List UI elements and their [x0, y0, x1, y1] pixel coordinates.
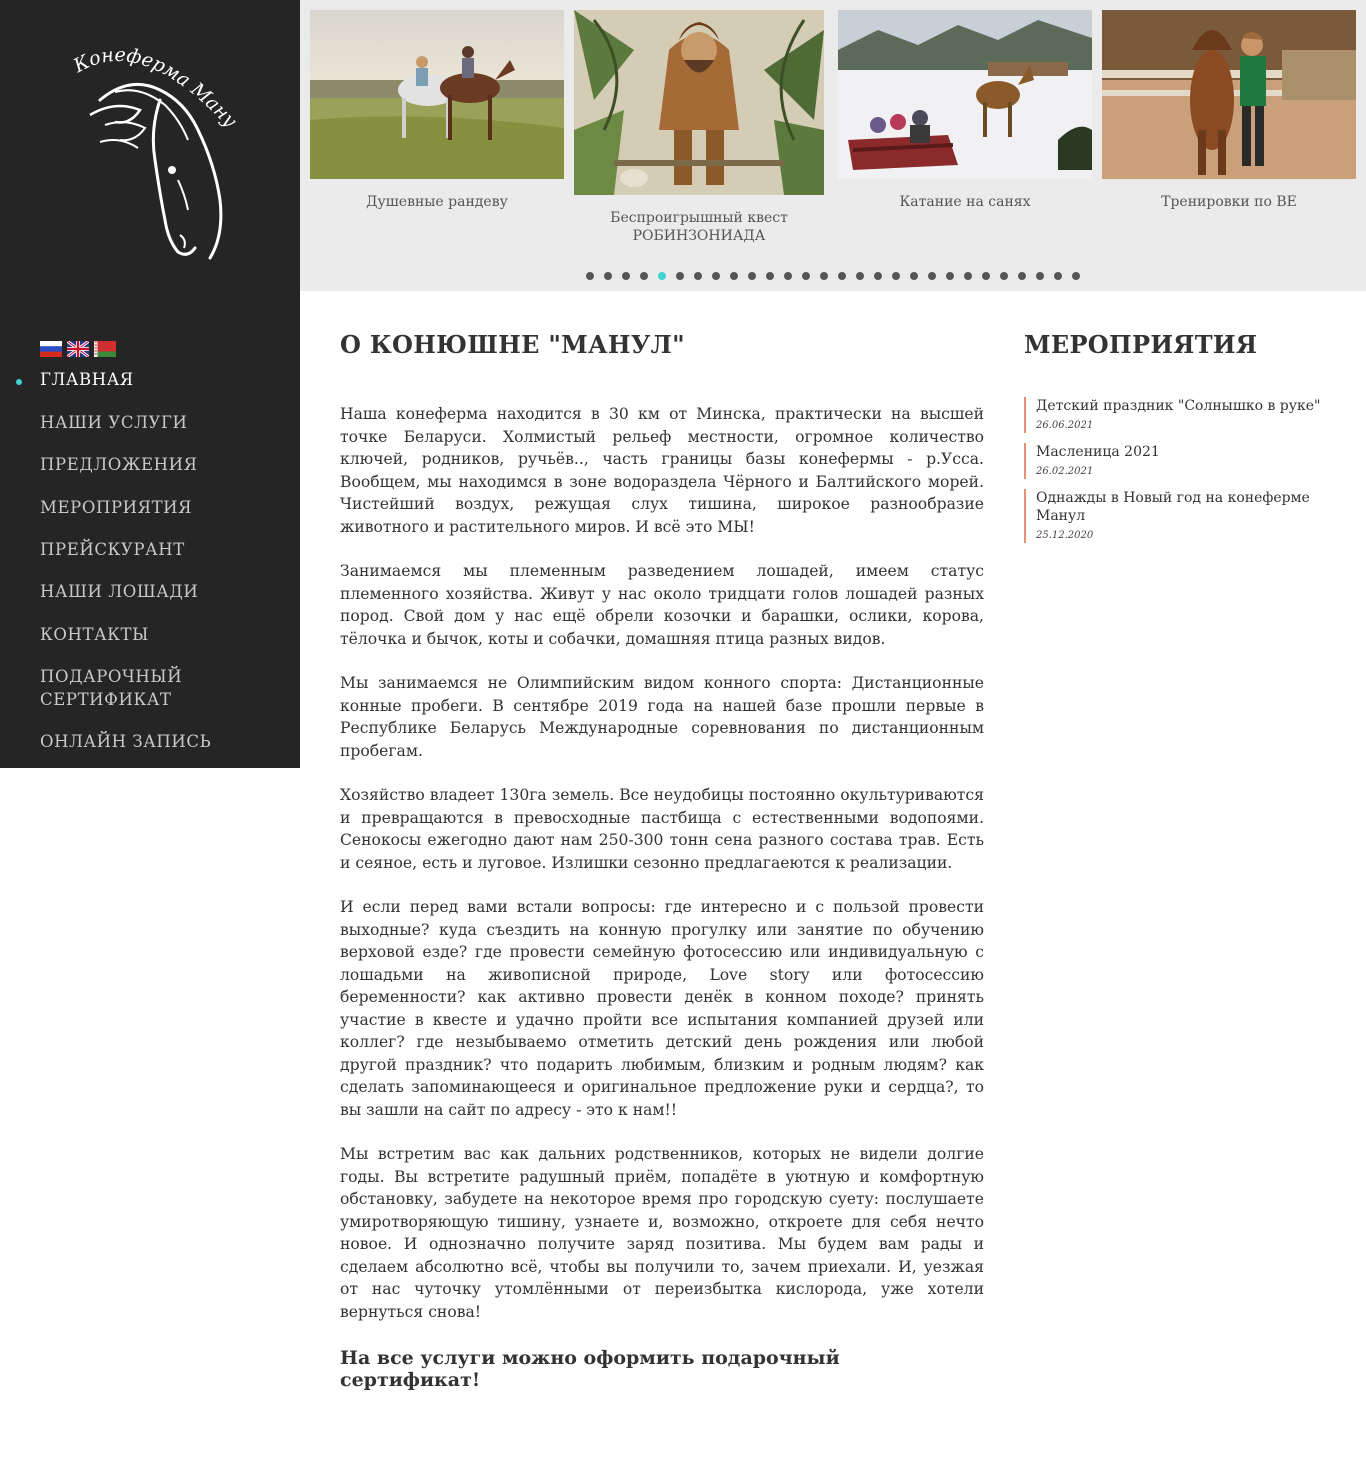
slide-caption: Беспроигрышный квест РОБИНЗОНИАДА	[610, 210, 788, 244]
slider-dot[interactable]	[1054, 272, 1062, 280]
main-nav	[40, 366, 280, 753]
event-title[interactable]: Масленица 2021	[1036, 444, 1160, 460]
event-title[interactable]: Однажды в Новый год на конеферме Манул	[1036, 490, 1310, 524]
event-date: 25.12.2020	[1036, 530, 1094, 541]
slide-caption: Тренировки по ВЕ	[1161, 194, 1297, 210]
slider-dot[interactable]	[604, 272, 612, 280]
slider-dot[interactable]	[640, 272, 648, 280]
slide-image-horse-riders	[310, 10, 564, 179]
slider-dot[interactable]	[676, 272, 684, 280]
slider-dot[interactable]	[694, 272, 702, 280]
logo-text: Конеферма Ману	[70, 43, 240, 133]
horse-logo-icon	[60, 30, 240, 270]
slider-dot[interactable]	[982, 272, 990, 280]
slider-dot[interactable]	[748, 272, 756, 280]
slide[interactable]	[838, 10, 1092, 211]
flag-by-icon[interactable]	[94, 341, 116, 357]
nav-item-offers[interactable]: ПРЕДЛОЖЕНИЯ	[40, 455, 198, 474]
paragraph: Хозяйство владеет 130га земель. Все неудобицы постоянно окультуриваются и превращаются в превосходные пастбища с естественными водопоями. Сенокосы ежегодно дают нам 250-300 тонн сена разного состава трав. Есть и сеяное, есть и луговое. Излишки сезонно предлагаеются к реализации.	[340, 786, 984, 872]
event-date: 26.06.2021	[1036, 420, 1094, 431]
slider-dot[interactable]	[730, 272, 738, 280]
paragraph: И если перед вами встали вопросы: где интересно и с пользой провести выходные? куда съездить на конную прогулку или занятие по обучению верховой езде? где провести семейную фотосессию или индивидуальную с лошадьми на живописной природе, Love story или фотосессию беременности? как активно провести денёк в конном походе? принять участие в квесте и удачно пройти все испытания компанией друзей или коллег? где незыбываемо отметить детский день рождения или любой другой праздник? что подарить любимым, близким и родным людям? как сделать запоминающееся и оригинальное предложение руки и сердца?, то вы зашли на сайт по адресу - это к нам!!	[340, 898, 984, 1119]
slide-image-training	[1102, 10, 1356, 179]
slider-dot[interactable]	[856, 272, 864, 280]
gift-certificate-callout: На все услуги можно оформить подарочный сертификат!	[340, 1347, 840, 1391]
events-title: МЕРОПРИЯТИЯ	[1024, 330, 1258, 359]
flag-en-icon[interactable]	[67, 341, 89, 357]
slider-dot[interactable]	[820, 272, 828, 280]
slider-dot[interactable]	[874, 272, 882, 280]
language-switcher	[40, 341, 116, 357]
flag-ru-icon[interactable]	[40, 341, 62, 357]
svg-text:Конеферма Манул	[60, 30, 240, 132]
slider-dot[interactable]	[766, 272, 774, 280]
logo[interactable]	[60, 30, 240, 270]
slider-pagination	[586, 272, 1080, 280]
slider-dot[interactable]	[892, 272, 900, 280]
slider-dot[interactable]	[1018, 272, 1026, 280]
slider-dot[interactable]	[1072, 272, 1080, 280]
slide[interactable]	[310, 10, 564, 211]
nav-item-horses[interactable]: НАШИ ЛОШАДИ	[40, 582, 199, 601]
paragraph: Занимаемся мы племенным разведением лошадей, имеем статус племенного хозяйства. Живут у нас около тридцати голов лошадей разных пород. Свой дом у нас ещё обрели козочки и барашки, ослики, корова, тёлочка и бычок, коты и собачки, домашняя птица разных видов.	[340, 562, 984, 648]
slide-caption: Катание на санях	[899, 194, 1031, 210]
slider-dot[interactable]	[928, 272, 936, 280]
slide[interactable]	[574, 10, 824, 245]
nav-item-contacts[interactable]: КОНТАКТЫ	[40, 625, 149, 644]
sidebar	[0, 0, 300, 768]
page-title: О КОНЮШНЕ "МАНУЛ"	[340, 330, 685, 359]
nav-item-services[interactable]: НАШИ УСЛУГИ	[40, 413, 188, 432]
slider-dot[interactable]	[658, 272, 666, 280]
nav-item-events[interactable]: МЕРОПРИЯТИЯ	[40, 498, 193, 517]
about-text	[340, 403, 984, 1323]
event-date: 26.02.2021	[1036, 466, 1094, 477]
slider-dot[interactable]	[802, 272, 810, 280]
slide-image-sleigh-ride	[838, 10, 1092, 179]
paragraph: Наша конеферма находится в 30 км от Минска, практически на высшей точке Беларуси. Холмистый рельеф местности, огромное количество ключей, родников, ручьёв.., часть границы базы конефермы - р.Усса. Вообщем, мы находимся в зоне водораздела Чёрного и Балтийского морей. Чистейший воздух, режущая слух тишина, широкое разнообразие животного и растительного миров. И всё это МЫ!	[340, 405, 984, 536]
active-indicator	[16, 379, 22, 385]
event-item[interactable]	[1024, 397, 1324, 433]
slide[interactable]	[1102, 10, 1356, 211]
events-panel	[1024, 330, 1324, 553]
event-item[interactable]	[1024, 489, 1324, 543]
slider-dot[interactable]	[622, 272, 630, 280]
slide-image-robinson-quest	[574, 10, 824, 195]
events-list	[1024, 397, 1324, 543]
slider-dot[interactable]	[964, 272, 972, 280]
slider-dot[interactable]	[910, 272, 918, 280]
event-item[interactable]	[1024, 443, 1324, 479]
slider-dot[interactable]	[946, 272, 954, 280]
slider-dot[interactable]	[1036, 272, 1044, 280]
slider-dot[interactable]	[586, 272, 594, 280]
slider-dot[interactable]	[712, 272, 720, 280]
event-title[interactable]: Детский праздник "Солнышко в руке"	[1036, 398, 1321, 414]
nav-item-pricelist[interactable]: ПРЕЙСКУРАНТ	[40, 540, 185, 559]
paragraph: Мы занимаемся не Олимпийским видом конного спорта: Дистанционные конные пробеги. В сентябре 2019 года на нашей базе прошли первые в Республике Беларусь Международные соревнования по дистанционным пробегам.	[340, 674, 984, 760]
slider-dot[interactable]	[838, 272, 846, 280]
slider-dot[interactable]	[784, 272, 792, 280]
nav-item-online-booking[interactable]: ОНЛАЙН ЗАПИСЬ	[40, 732, 212, 751]
main-content	[340, 330, 984, 1391]
nav-item-gift-certificate[interactable]: ПОДАРОЧНЫЙ СЕРТИФИКАТ	[40, 667, 183, 709]
slider-dot[interactable]	[1000, 272, 1008, 280]
slide-caption: Душевные рандеву	[366, 194, 508, 210]
image-slider	[300, 0, 1366, 291]
paragraph: Мы встретим вас как дальних родственников, которых не видели долгие годы. Вы встретите радушный приём, попадёте в уютную и комфортную обстановку, забудете на некоторое время про городскую суету: послушаете умиротворяющую тишину, узнаете и, возможно, откроете для себя нечто новое. И однозначно получите заряд позитива. Мы будем вам рады и сделаем абсолютно всё, чтобы вы получили то, зачем приехали. И, уезжая от нас чуточку утомлёнными от переизбытка кислорода, уже хотели вернуться снова!	[340, 1145, 984, 1321]
nav-item-home[interactable]: ГЛАВНАЯ	[40, 368, 280, 391]
